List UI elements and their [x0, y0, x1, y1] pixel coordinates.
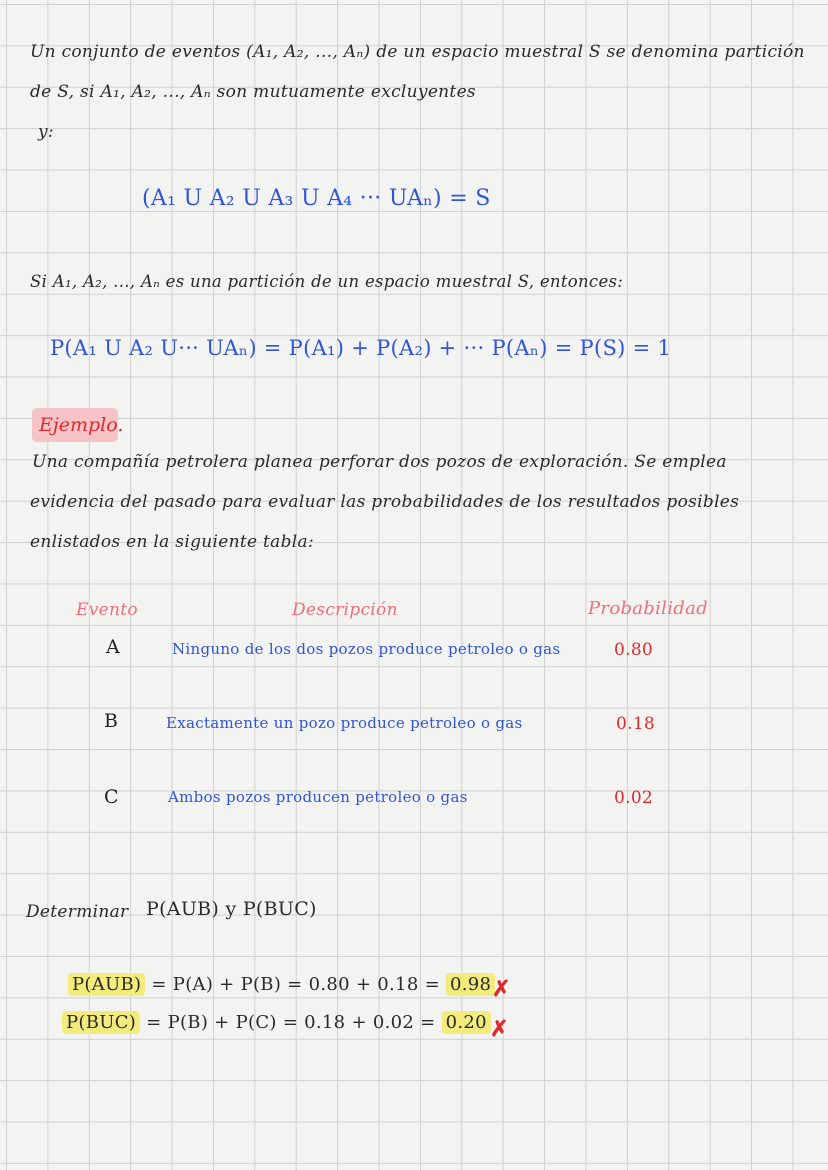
example-badge: [32, 408, 124, 442]
definition-line-3: y:: [38, 122, 54, 142]
partition-equation: (A₁ U A₂ U A₃ U A₄ ··· UAₙ) = S: [142, 186, 491, 211]
task-expression: P(AUB) y P(BUC): [146, 898, 317, 920]
table-row-probability: 0.02: [614, 788, 654, 808]
example-label: Ejemplo.: [39, 414, 124, 436]
example-line-1: Una compañía petrolera planea perforar dos pozos de exploración. Se emplea: [32, 452, 727, 472]
solution-rhs: = P(B) + P(C) = 0.18 + 0.02 =: [146, 1012, 436, 1033]
table-row-description: Ninguno de los dos pozos produce petroleo o gas: [172, 640, 561, 658]
solution-line-1: [68, 974, 495, 995]
check-mark-icon: ✗: [492, 976, 511, 1002]
example-line-3: enlistados en la siguiente tabla:: [30, 532, 314, 552]
table-row-description: Ambos pozos producen petroleo o gas: [168, 788, 468, 806]
table-row-probability: 0.80: [614, 640, 654, 660]
example-line-2: evidencia del pasado para evaluar las probabilidades de los resultados posibles: [30, 492, 740, 512]
task-label: Determinar: [26, 902, 129, 922]
table-row-description: Exactamente un pozo produce petroleo o gas: [166, 714, 523, 732]
header-description: Descripción: [292, 600, 398, 620]
table-row-probability: 0.18: [616, 714, 656, 734]
solution-result: 0.98: [446, 973, 495, 996]
solution-rhs: = P(A) + P(B) = 0.80 + 0.18 =: [151, 974, 440, 995]
header-probability: Probabilidad: [588, 598, 708, 619]
solution-lhs: P(AUB): [68, 973, 145, 996]
table-row-event: A: [106, 636, 121, 658]
definition-line-1: Un conjunto de eventos (A₁, A₂, ..., Aₙ) de un espacio muestral S se denomina partición: [30, 42, 805, 62]
solution-line-2: [62, 1012, 491, 1033]
check-mark-icon: ✗: [490, 1016, 509, 1042]
solution-lhs: P(BUC): [62, 1011, 140, 1034]
header-event: Evento: [76, 600, 138, 620]
definition-line-2: de S, si A₁, A₂, ..., Aₙ son mutuamente excluyentes: [30, 82, 476, 102]
solution-result: 0.20: [442, 1011, 491, 1034]
table-row-event: C: [104, 786, 119, 808]
probability-sum-equation: P(A₁ U A₂ U··· UAₙ) = P(A₁) + P(A₂) + ··· P(Aₙ) = P(S) = 1: [50, 336, 672, 360]
theorem-statement: Si A₁, A₂, ..., Aₙ es una partición de un espacio muestral S, entonces:: [30, 272, 624, 291]
table-row-event: B: [104, 710, 119, 732]
